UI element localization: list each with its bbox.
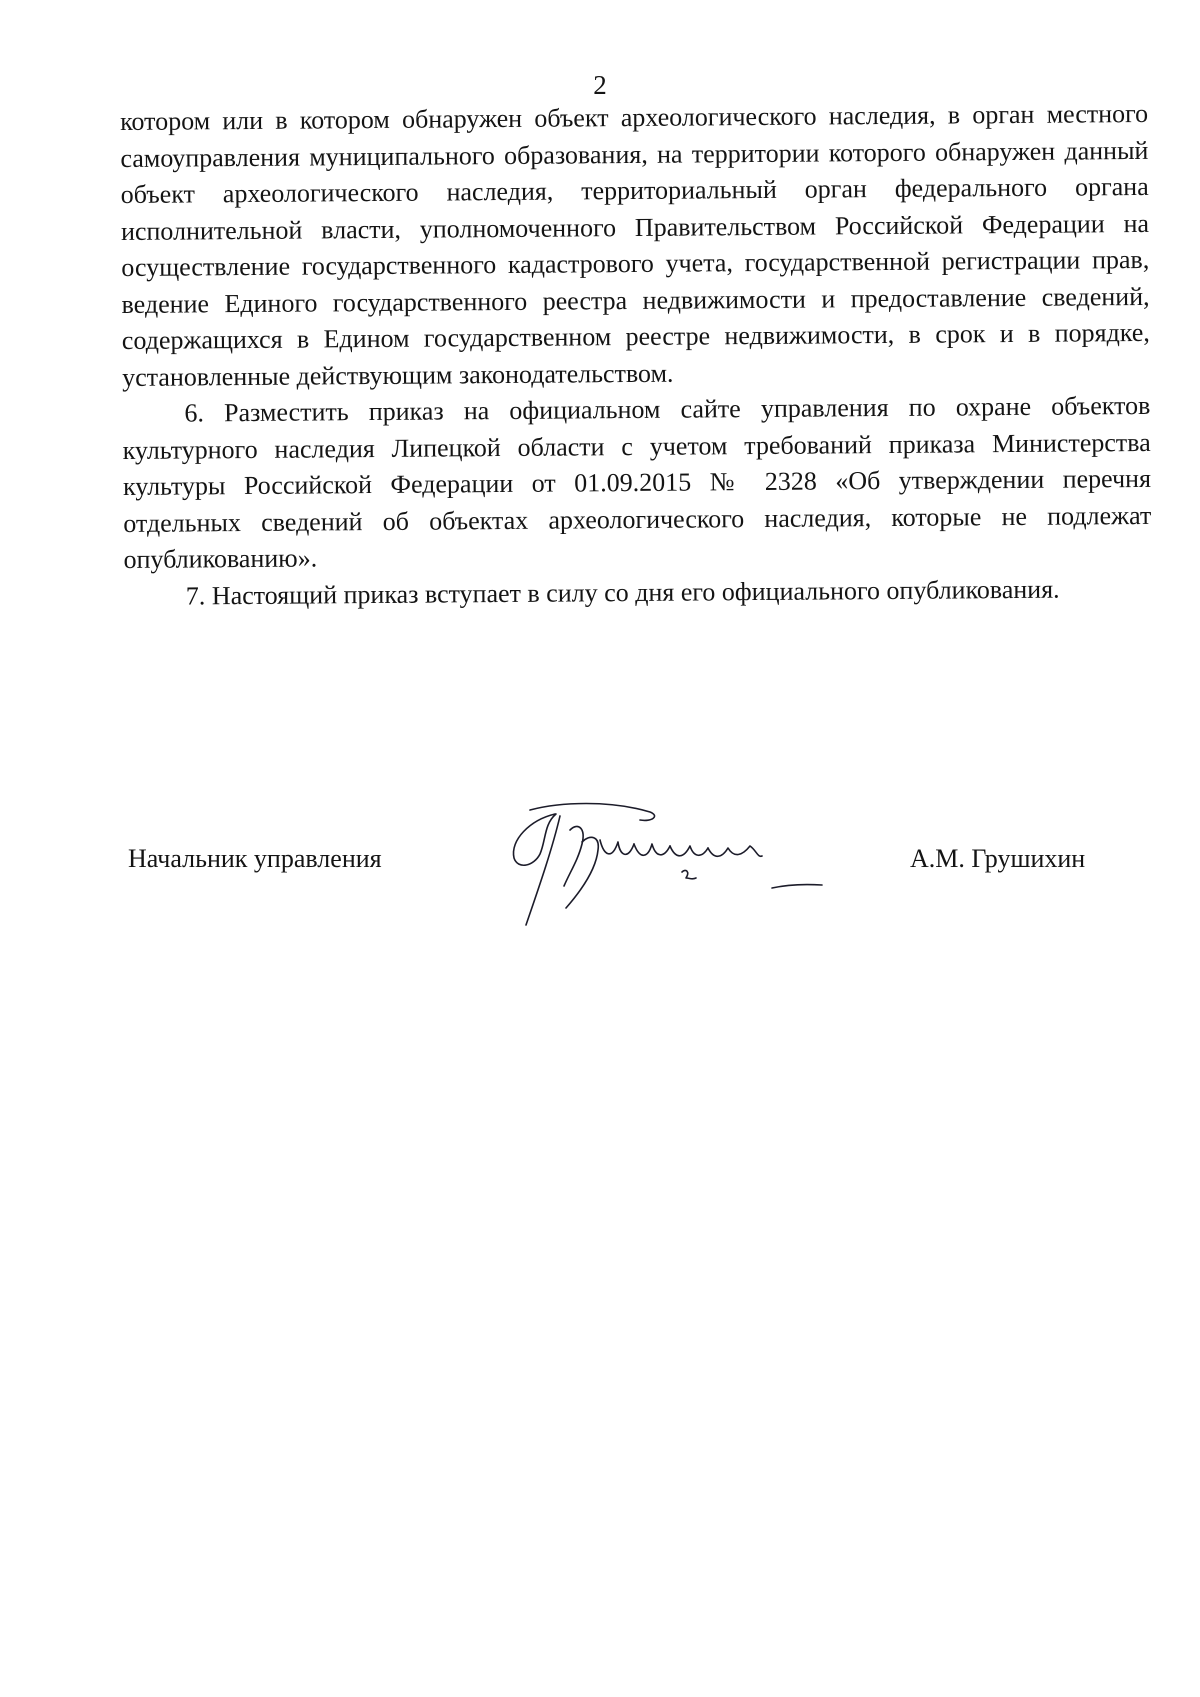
signer-name: А.М. Грушихин	[910, 844, 1086, 873]
signer-position: Начальник управления	[128, 844, 382, 873]
paragraph-item-6: 6. Разместить приказ на официальном сайте управления по охране объектов культурного наследия Липецкой области с учетом требований приказа Министерства культуры Российской Федерации от 01.09.2015 № 2328 «Об утверждении перечня отдельных сведений об объектах археологического наследия, которые не подлежат опубликованию».	[122, 390, 1152, 574]
signature-block	[0, 800, 1200, 960]
paragraph-continuation: котором или в котором обнаружен объект археологического наследия, в орган местного самоуправления муниципального образования, на территории которого обнаружен данный объект археологического наследия, территориальный орган федерального органа исполнительной власти, уполномоченного Правительством Российской Федерации на осуществление государственного кадастрового учета, государственной регистрации прав, ведение Единого государственного реестра недвижимости и предоставление сведений, содержащихся в Едином государственном реестре недвижимости, в срок и в порядке, установленные действующим законодательством.	[120, 98, 1150, 392]
handwritten-signature	[500, 800, 860, 930]
document-body	[120, 96, 1152, 615]
page-number: 2	[593, 70, 607, 100]
paragraph-item-7: 7. Настоящий приказ вступает в силу со дня его официального опубликования.	[185, 574, 1060, 610]
